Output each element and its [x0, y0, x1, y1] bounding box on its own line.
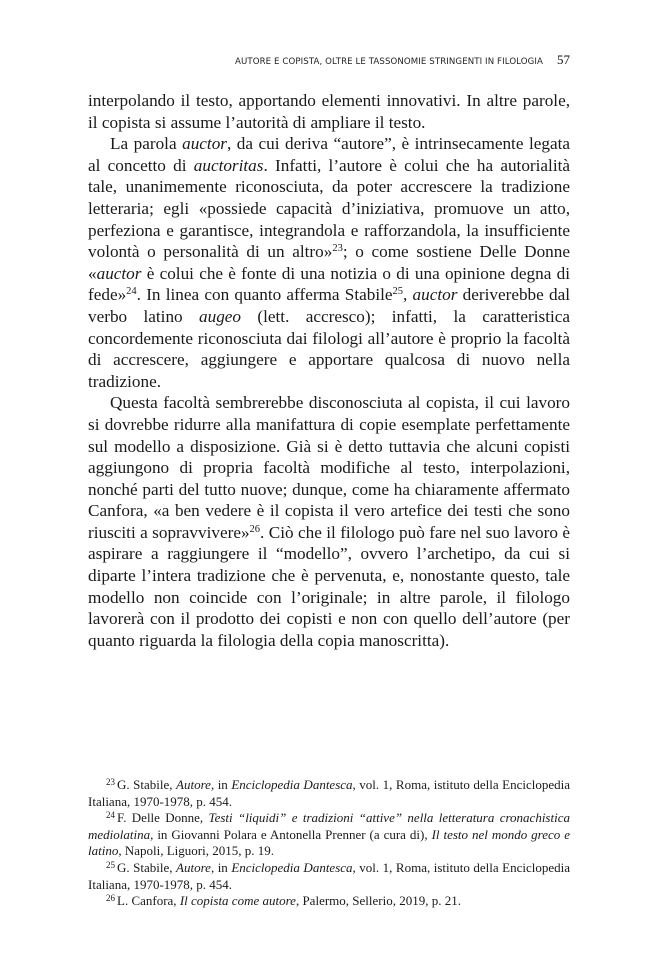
term-auctor: auctor	[182, 134, 227, 154]
paragraph-2: La parola auctor, da cui deriva “autore”, è intrinsecamente legata al concetto di auctoritas. Infatti, l’autore è colui che ha autorialità tale, unanimemente riconosciuta, da poter accrescere la tradizione letteraria; egli «possiede capacità d’iniziativa, promuove un atto, perfeziona e garantisce, integrandola e rafforzandola, la insufficiente volontà o personalità di un altro»$^{23}$; o come sostiene Delle Donne «auctor è colui che è fonte di una notizia o di una opinione degna di fede»$^{24}$. In linea con quanto afferma Stabile$^{25}$, auctor deriverebbe dal verbo latino augeo (lett. accresco); infatti, la caratteristica concordemente riconosciuta dai filologi all’autore è proprio la facoltà di accrescere, aggiungere e apportare qualcosa di nuovo nella tradizione.	[88, 134, 571, 391]
footnote-number: 24	[106, 810, 115, 821]
footnote-number: 26	[106, 893, 115, 904]
running-title: AUTORE E COPISTA, OLTRE LE TASSONOMIE STRINGENTI IN FILOLOGIA	[235, 57, 543, 67]
body-text	[88, 90, 570, 651]
term-auctor: auctor	[412, 285, 458, 305]
paragraph-1: interpolando il testo, apportando elementi innovativi. In altre parole, il copista si assume l’autorità di ampliare il testo.	[88, 91, 570, 132]
footnote-24: $^{24}$ F. Delle Donne, Testi “liquidi” e tradizioni “attive” nella letteratura cronachistica mediolatina, in Giovanni Polara e Antonella Prenner (a cura di), Il testo nel mondo greco e latino, Napoli, Liguori, 2015, p. 19.	[88, 810, 571, 859]
term-auctoritas: auctoritas	[193, 155, 264, 175]
footnote-ref-23[interactable]: 23	[332, 243, 343, 255]
running-head	[88, 52, 570, 68]
footnote-ref-24[interactable]: 24	[126, 286, 137, 298]
term-auctor: auctor	[96, 263, 142, 283]
footnote-ref-26[interactable]: 26	[249, 523, 261, 535]
page-number: 57	[557, 52, 570, 67]
footnote-number: 25	[106, 859, 115, 870]
footnote-25: $^{25}$ G. Stabile, Autore, in Enciclopedia Dantesca, vol. 1, Roma, istituto della Enciclopedia Italiana, 1970-1978, p. 454.	[88, 859, 571, 892]
paragraph-3: Questa facoltà sembrerebbe disconosciuta al copista, il cui lavoro si dovrebbe ridurre alla manifattura di copie esemplate perfettamente sul modello a disposizione. Già si è detto tuttavia che alcuni copisti aggiungono di propria facoltà modifiche al testo, interpolazioni, nonché parti del tutto nuove; dunque, come ha chiaramente affermato Canfora, «a ben vedere è il copista il vero artefice dei testi che sono riusciti a sopravvivere»$^{26}$. Ciò che il filologo può fare nel suo lavoro è aspirare a raggiungere il “modello”, ovvero l’archetipo, da cui si diparte l’intera tradizione che è pervenuta, e, nonostante questo, tale modello non coincide con l’originale; in altre parole, il filologo lavorerà con il prodotto dei copisti e non con quello dell’autore (per quanto riguarda la filologia della copia manoscritta).	[88, 393, 570, 650]
footnote-ref-25[interactable]: 25	[392, 286, 404, 298]
term-augeo: augeo	[199, 306, 242, 326]
footnote-number: 23	[106, 777, 115, 787]
footnotes	[88, 777, 570, 910]
footnote-23: $^{23}$ G. Stabile, Autore, in Enciclopedia Dantesca, vol. 1, Roma, istituto della Enciclopedia Italiana, 1970-1978, p. 454.	[88, 777, 571, 809]
footnote-26: $^{26}$ L. Canfora, Il copista come autore, Palermo, Sellerio, 2019, p. 21.	[106, 893, 461, 909]
